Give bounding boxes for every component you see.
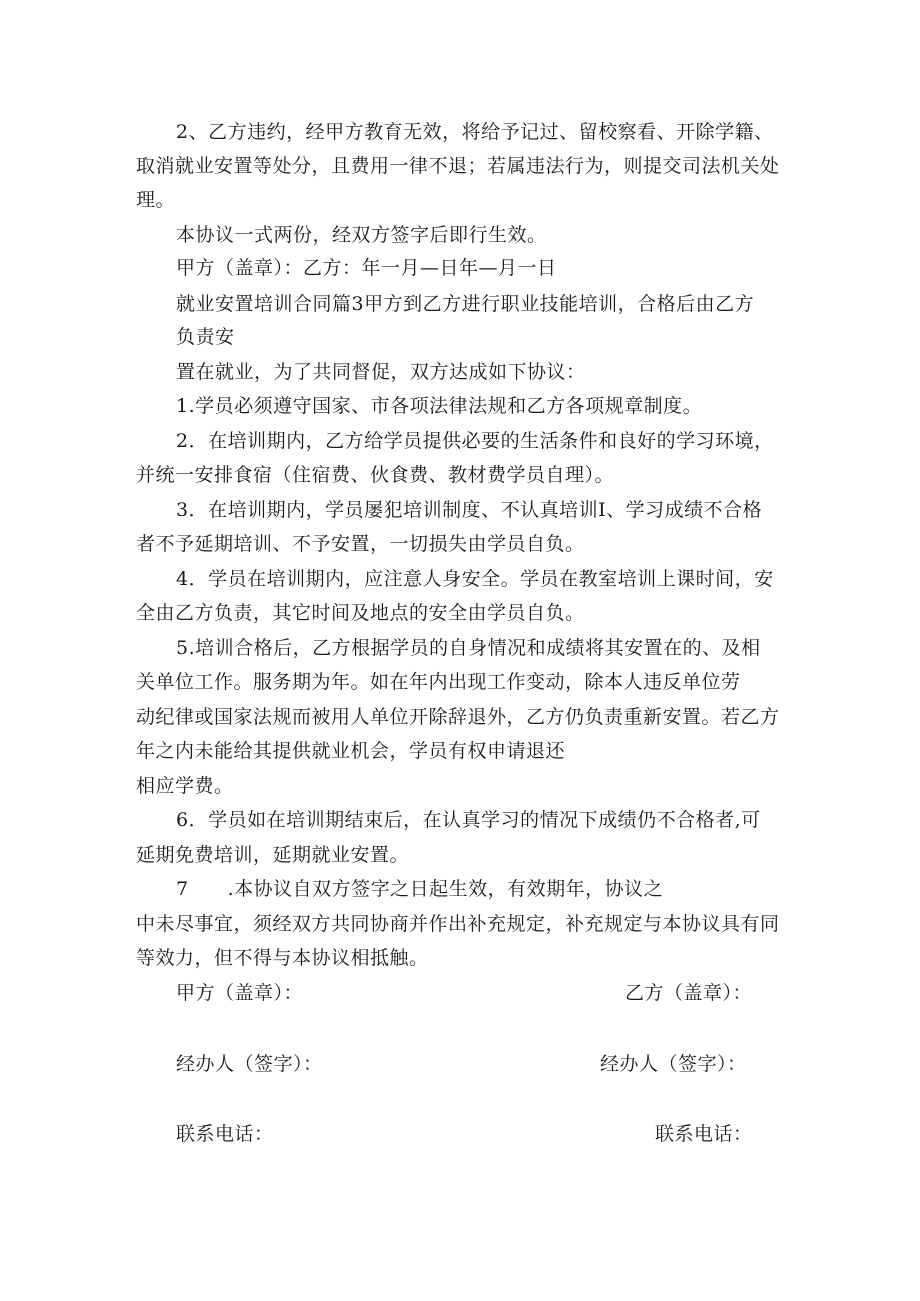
party-b-agent-label: 经办人（签字）： — [600, 1053, 747, 1075]
paragraph-line: 延期免费培训，延期就业安置。 — [136, 844, 410, 866]
paragraph-line: 4．学员在培训期内，应注意人身安全。学员在教室培训上课时间，安 — [176, 568, 774, 590]
paragraph-line: 7 .本协议自双方签字之日起生效，有效期年，协议之 — [176, 878, 664, 900]
paragraph-line: 关单位工作。服务期为年。如在年内出现工作变动，除本人违反单位劳 — [136, 671, 741, 693]
paragraph-line: 等效力，但不得与本协议相抵触。 — [136, 947, 429, 969]
paragraph-line: 年之内未能给其提供就业机会，学员有权申请退还 — [136, 740, 566, 762]
paragraph-line: 相应学费。 — [136, 775, 234, 797]
paragraph-line: 3．在培训期内，学员屡犯培训制度、不认真培训I、学习成绩不合格 — [176, 499, 763, 521]
paragraph-line: 本协议一式两份，经双方签字后即行生效。 — [176, 224, 547, 246]
party-a-agent-label: 经办人（签字）： — [176, 1053, 323, 1075]
paragraph-line: 取消就业安置等处分，且费用一律不退；若属违法行为，则提交司法机关处 — [136, 155, 780, 177]
paragraph-line: 2、乙方违约，经甲方教育无效，将给予记过、留校察看、开除学籍、 — [176, 121, 774, 143]
paragraph-line: 1.学员必须遵守国家、市各项法律法规和乙方各项规章制度。 — [176, 395, 703, 417]
party-a-phone-label: 联系电话： — [176, 1123, 274, 1145]
paragraph-line: 全由乙方负责，其它时间及地点的安全由学员自负。 — [136, 602, 585, 624]
paragraph-line: 理。 — [136, 189, 176, 211]
party-b-phone-label: 联系电话： — [655, 1123, 753, 1145]
paragraph-line: 置在就业，为了共同督促，双方达成如下协议： — [176, 361, 586, 383]
paragraph-line: 2．在培训期内，乙方给学员提供必要的生活条件和良好的学习环境， — [176, 430, 774, 452]
paragraph-line: 就业安置培训合同篇3甲方到乙方进行职业技能培训，合格后由乙方 — [176, 293, 755, 315]
paragraph-line: 并统一安排食宿（住宿费、伙食费、教材费学员自理）。 — [136, 464, 615, 486]
paragraph-line: 6．学员如在培训期结束后，在认真学习的情况下成绩仍不合格者,可 — [176, 809, 761, 831]
paragraph-line: 负责安 — [176, 326, 235, 348]
paragraph-line: 中未尽事宜，须经双方共同协商并作出补充规定，补充规定与本协议具有同 — [136, 913, 780, 935]
party-b-seal-label: 乙方（盖章）： — [625, 982, 753, 1004]
paragraph-line: 者不予延期培训、不予安置，一切损失由学员自负。 — [136, 533, 585, 555]
paragraph-line: 5.培训合格后，乙方根据学员的自身情况和成绩将其安置在的、及相 — [176, 637, 761, 659]
paragraph-line: 动纪律或国家法规而被用人单位开除辞退外，乙方仍负责重新安置。若乙方 — [136, 706, 780, 728]
paragraph-line: 甲方（盖章）：乙方：年一月—日年—月一日 — [176, 257, 557, 279]
party-a-seal-label: 甲方（盖章）： — [176, 982, 304, 1004]
